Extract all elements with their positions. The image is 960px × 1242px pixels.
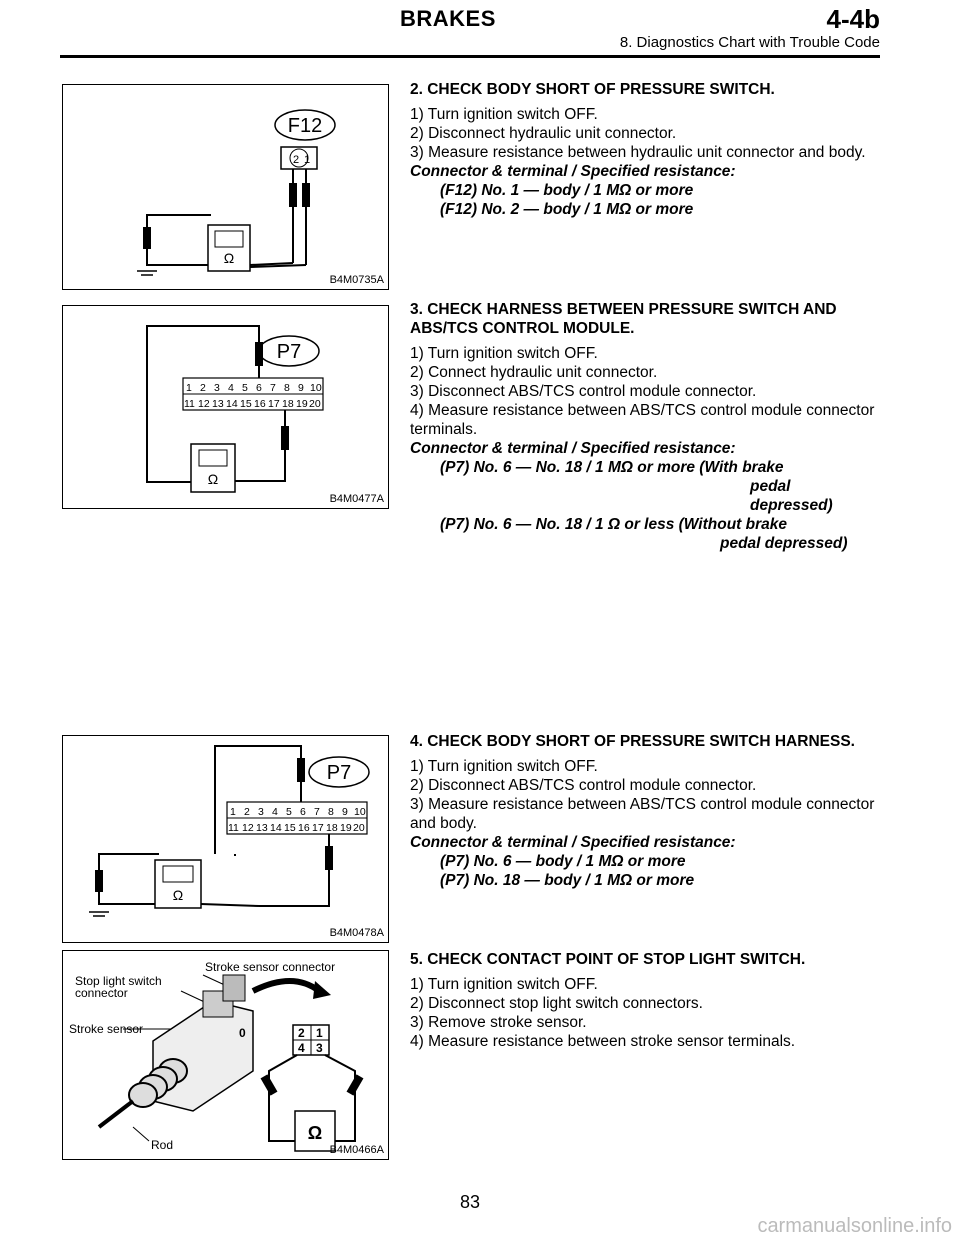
spec-heading: Connector & terminal / Specified resistance: bbox=[410, 163, 736, 180]
stop-light-connector-label: connector bbox=[75, 986, 128, 1000]
step-line: 1) Turn ignition switch OFF. bbox=[410, 758, 598, 775]
spec-heading: Connector & terminal / Specified resistance: bbox=[410, 834, 736, 851]
p7-pin: 8 bbox=[328, 806, 334, 818]
p7-pin: 4 bbox=[272, 806, 278, 818]
p7-pin: 20 bbox=[309, 398, 321, 410]
p7-pin: 12 bbox=[242, 822, 254, 834]
p7-pin: 18 bbox=[282, 398, 294, 410]
p7-pin: 11 bbox=[228, 822, 239, 834]
p7-connector-label: P7 bbox=[326, 762, 352, 784]
sensor-pin-2: 2 bbox=[298, 1026, 305, 1040]
p7-pin: 10 bbox=[310, 382, 322, 394]
spec-line: depressed) bbox=[750, 497, 833, 514]
section-title: BRAKES bbox=[400, 6, 496, 31]
p7-pin: 13 bbox=[212, 398, 224, 410]
rod-label: Rod bbox=[151, 1138, 174, 1152]
p7-pin: 9 bbox=[298, 382, 304, 394]
p7-pin: 11 bbox=[184, 398, 195, 410]
watermark: carmanualsonline.info bbox=[757, 1215, 952, 1237]
step-5 bbox=[410, 950, 880, 1051]
p7-pin-grid bbox=[183, 378, 323, 410]
spec-line: (P7) No. 18 — body / 1 MΩ or more bbox=[440, 872, 695, 889]
p7-pin: 3 bbox=[258, 806, 264, 818]
step-3 bbox=[410, 300, 880, 553]
p7-pin: 1 bbox=[186, 382, 192, 394]
p7-pin: 9 bbox=[342, 806, 348, 818]
p7-pin: 15 bbox=[240, 398, 252, 410]
p7-pin: 4 bbox=[228, 382, 234, 394]
p7-pin: 5 bbox=[286, 806, 292, 818]
p7-pin: 12 bbox=[198, 398, 210, 410]
header-rule bbox=[60, 55, 880, 58]
step-line: 1) Turn ignition switch OFF. bbox=[410, 976, 598, 993]
p7-pin: 17 bbox=[268, 398, 280, 410]
step-title: 5. CHECK CONTACT POINT OF STOP LIGHT SWITCH. bbox=[410, 951, 806, 968]
spec-line: (F12) No. 1 — body / 1 MΩ or more bbox=[440, 182, 694, 199]
p7-pin: 6 bbox=[300, 806, 306, 818]
arrow-icon bbox=[313, 981, 331, 999]
f12-pin-2: 2 bbox=[293, 154, 300, 166]
p7-pin: 16 bbox=[298, 822, 310, 834]
step-line: 3) Measure resistance between hydraulic unit connector and body. bbox=[410, 144, 866, 161]
p7-body-wiring-svg bbox=[63, 736, 388, 942]
spec-line: (P7) No. 6 — No. 18 / 1 Ω or less (Without brake bbox=[440, 516, 788, 533]
step-line: 3) Remove stroke sensor. bbox=[410, 1014, 587, 1031]
p7-pin: 16 bbox=[254, 398, 266, 410]
spec-line: (P7) No. 6 — body / 1 MΩ or more bbox=[440, 853, 686, 870]
p7-pin: 8 bbox=[284, 382, 290, 394]
figure-stroke-sensor-diagram bbox=[62, 950, 389, 1160]
step-line: 2) Connect hydraulic unit connector. bbox=[410, 364, 658, 381]
p7-pin: 13 bbox=[256, 822, 268, 834]
sensor-pin-3: 3 bbox=[316, 1041, 323, 1055]
p7-pin: 3 bbox=[214, 382, 220, 394]
p7-ohm-symbol: Ω bbox=[207, 471, 219, 487]
figure-code: B4M0477A bbox=[329, 493, 384, 505]
step-line: 3) Measure resistance between ABS/TCS control module connector and body. bbox=[410, 796, 875, 832]
spec-line: (P7) No. 6 — No. 18 / 1 MΩ or more (With brake bbox=[440, 459, 784, 476]
section-subtitle: 8. Diagnostics Chart with Trouble Code bbox=[619, 34, 880, 51]
figure-code: B4M0466A bbox=[329, 1144, 384, 1156]
figure-code: B4M0735A bbox=[329, 274, 384, 286]
spec-line: pedal bbox=[750, 478, 791, 495]
p7-pin: 14 bbox=[226, 398, 238, 410]
p7-pin: 7 bbox=[270, 382, 276, 394]
page-number: 83 bbox=[460, 1192, 481, 1212]
stroke-sensor-label: Stroke sensor bbox=[69, 1022, 144, 1036]
p7-pin: 2 bbox=[200, 382, 206, 394]
p7-body-ohm-symbol: Ω bbox=[172, 887, 184, 903]
step-line: 3) Disconnect ABS/TCS control module connector. bbox=[410, 383, 757, 400]
stop-light-switch-label: Stop light switch bbox=[75, 974, 162, 988]
p7-pin: 10 bbox=[354, 806, 366, 818]
stroke-sensor-connector-label: Stroke sensor connector bbox=[205, 960, 336, 974]
step-line: 2) Disconnect ABS/TCS control module connector. bbox=[410, 777, 757, 794]
p7-pin: 2 bbox=[244, 806, 250, 818]
spec-heading: Connector & terminal / Specified resistance: bbox=[410, 440, 736, 457]
f12-pin-1: 1 bbox=[304, 154, 311, 166]
step-line: 4) Measure resistance between ABS/TCS control module connector terminals. bbox=[410, 402, 875, 438]
p7-pin: 17 bbox=[312, 822, 324, 834]
p7-pin: 14 bbox=[270, 822, 282, 834]
stroke-sensor-svg bbox=[63, 951, 388, 1159]
sensor-mark: 0 bbox=[239, 1026, 246, 1040]
step-title: 2. CHECK BODY SHORT OF PRESSURE SWITCH. bbox=[410, 81, 775, 98]
step-title: 4. CHECK BODY SHORT OF PRESSURE SWITCH HARNESS. bbox=[410, 733, 855, 750]
p7-wiring-svg bbox=[63, 306, 388, 508]
p7-pin-grid bbox=[227, 802, 367, 834]
section-code: 4-4b bbox=[826, 4, 880, 34]
step-2 bbox=[410, 80, 880, 219]
step-line: 4) Measure resistance between stroke sensor terminals. bbox=[410, 1033, 796, 1050]
step-line: 1) Turn ignition switch OFF. bbox=[410, 345, 598, 362]
sensor-ohm-symbol: Ω bbox=[307, 1123, 323, 1143]
f12-connector-label: F12 bbox=[287, 115, 323, 137]
figure-f12-diagram bbox=[62, 84, 389, 290]
figure-p7-diagram bbox=[62, 305, 389, 509]
spec-line: pedal depressed) bbox=[720, 535, 848, 552]
step-line: 2) Disconnect hydraulic unit connector. bbox=[410, 125, 677, 142]
step-line: 2) Disconnect stop light switch connectors. bbox=[410, 995, 703, 1012]
figure-code: B4M0478A bbox=[329, 927, 384, 939]
step-title: 3. CHECK HARNESS BETWEEN PRESSURE SWITCH AND ABS/TCS CONTROL MODULE. bbox=[410, 301, 837, 337]
figure-p7-body-diagram bbox=[62, 735, 389, 943]
p7-pin: 15 bbox=[284, 822, 296, 834]
f12-wiring-svg bbox=[63, 85, 388, 289]
sensor-pin-4: 4 bbox=[298, 1041, 305, 1055]
f12-ohm-symbol: Ω bbox=[223, 250, 235, 266]
spec-line: (F12) No. 2 — body / 1 MΩ or more bbox=[440, 201, 694, 218]
p7-pin: 1 bbox=[230, 806, 236, 818]
p7-pin: 18 bbox=[326, 822, 338, 834]
step-line: 1) Turn ignition switch OFF. bbox=[410, 106, 598, 123]
p7-pin: 19 bbox=[340, 822, 352, 834]
sensor-pin-1: 1 bbox=[316, 1026, 323, 1040]
p7-pin: 5 bbox=[242, 382, 248, 394]
p7-pin: 7 bbox=[314, 806, 320, 818]
p7-pin: 20 bbox=[353, 822, 365, 834]
p7-pin: 6 bbox=[256, 382, 262, 394]
step-4 bbox=[410, 732, 880, 890]
p7-connector-label: P7 bbox=[276, 341, 302, 363]
p7-pin: 19 bbox=[296, 398, 308, 410]
